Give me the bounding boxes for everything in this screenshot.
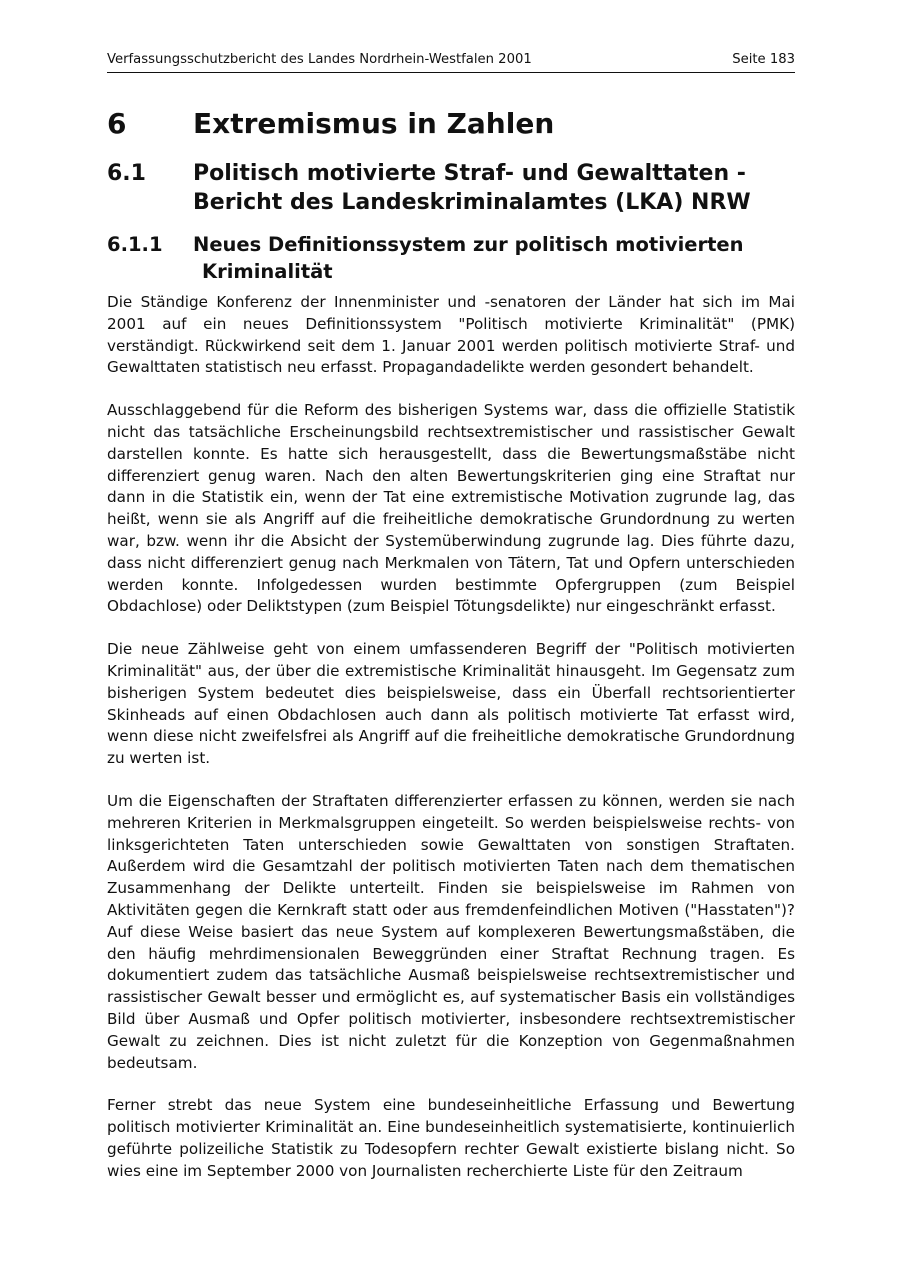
running-header xyxy=(107,50,795,73)
subsection-number: 6.1.1 xyxy=(107,233,163,256)
subsection-title-line-1: Neues Definitionssystem zur politisch motivierten xyxy=(193,233,744,256)
paragraph-4: Um die Eigenschaften der Straftaten differenzierter erfassen zu können, werden sie nach mehreren Kriterien in Merkmalsgruppen eingeteilt. So werden beispielsweise rechts- von linksgerichteten Taten unterschieden sowie Gewalttaten von sonstigen Straftaten. Außerdem wird die Gesamtzahl der politisch motivierten Taten nach dem thematischen Zusammenhang der Delikte unterteilt. Finden sie beispielsweise im Rahmen von Aktivitäten gegen die Kernkraft statt oder aus fremdenfeindlichen Motiven ("Hasstaten")? Auf diese Weise basiert das neue System auf komplexeren Bewertungsmaßstäben, die den häufig mehrdimensionalen Beweggründen einer Straftat Rechnung tragen. Es dokumentiert zudem das tatsächliche Ausmaß beispielsweise rechtsextremistischer und rassistischer Gewalt besser und ermöglicht es, auf systematischer Basis ein vollständiges Bild über Ausmaß und Opfer politisch motivierter, insbesondere rechtsextremistischer Gewalt zu zeichnen. Dies ist nicht zuletzt für die Konzeption von Gegenmaßnahmen bedeutsam. xyxy=(107,791,795,1072)
document-page xyxy=(107,50,795,1182)
paragraph-2: Ausschlaggebend für die Reform des bisherigen Systems war, dass die offizielle Statistik nicht das tatsächliche Erscheinungsbild rechtsextremistischer und rassistischer Gewalt darstellen konnte. Es hatte sich herausgestellt, dass die Bewertungsmaßstäbe nicht differenziert genug waren. Nach den alten Bewertungskriterien ging eine Straftat nur dann in die Statistik ein, wenn der Tat eine extremistische Motivation zugrunde lag, das heißt, wenn sie als Angriff auf die freiheitliche demokratische Grundordnung zu werten war, bzw. wenn ihr die Absicht der Systemüberwindung zugrunde lag. Dies führte dazu, dass nicht differenziert genug nach Merkmalen von Tätern, Tat und Opfern unterschieden werden konnte. Infolgedessen wurden bestimmte Opfergruppen (zum Beispiel Obdachlose) oder Deliktstypen (zum Beispiel Tötungsdelikte) nur eingeschränkt erfasst. xyxy=(107,401,795,616)
paragraph-5: Ferner strebt das neue System eine bundeseinheitliche Erfassung und Bewertung politisch motivierter Kriminalität an. Eine bundeseinheitlich systematisierte, kontinuierlich geführte polizeiliche Statistik zu Todesopfern rechter Gewalt existierte bislang nicht. So wies eine im September 2000 von Journalisten recherchierte Liste für den Zeitraum xyxy=(107,1096,795,1180)
chapter-number: 6 xyxy=(107,107,127,140)
chapter-heading xyxy=(107,107,795,141)
subsection-title xyxy=(193,231,795,285)
section-title-line-1: Politisch motivierte Straf- und Gewalttaten - xyxy=(193,161,746,186)
subsection-heading xyxy=(107,231,795,285)
paragraph-3: Die neue Zählweise geht von einem umfassenderen Begriff der "Politisch motivierten Kriminalität" aus, der über die extremistische Kriminalität hinausgeht. Im Gegensatz zum bisherigen System bedeutet dies beispielsweise, dass ein Überfall rechtsorientierter Skinheads auf einen Obdachlosen auch dann als politisch motivierte Tat erfasst wird, wenn diese nicht zweifelsfrei als Angriff auf die freiheitliche demokratische Grundordnung zu werten ist. xyxy=(107,640,795,768)
subsection-title-line-2: Kriminalität xyxy=(202,260,333,283)
section-number: 6.1 xyxy=(107,161,146,186)
paragraph-1: Die Ständige Konferenz der Innenminister und -senatoren der Länder hat sich im Mai 2001 auf ein neues Definitionssystem "Politisch motivierte Kriminalität" (PMK) verständigt. Rückwirkend seit dem 1. Januar 2001 werden politisch motivierte Straf- und Gewalttaten statistisch neu erfasst. Propagandadelikte werden gesondert behandelt. xyxy=(107,293,795,377)
section-title xyxy=(193,159,795,217)
section-title-line-2: Bericht des Landeskriminalamtes (LKA) NRW xyxy=(193,190,751,215)
section-heading xyxy=(107,159,795,217)
chapter-title: Extremismus in Zahlen xyxy=(193,107,555,140)
page-number: Seite 183 xyxy=(732,52,795,67)
header-title: Verfassungsschutzbericht des Landes Nordrhein-Westfalen 2001 xyxy=(107,52,532,67)
